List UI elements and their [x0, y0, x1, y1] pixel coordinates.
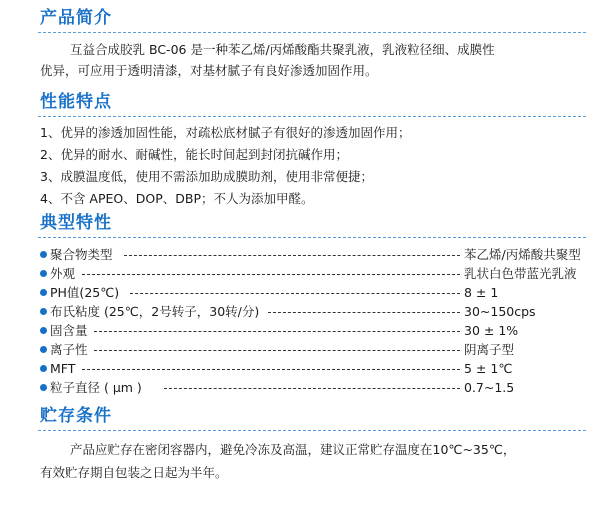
property-label: 布氏粘度 (25℃，2号转子，30转/分) [50, 304, 260, 319]
storage-title: 贮存条件 [40, 406, 112, 426]
feature-item: 4、不含 APEO、DOP、DBP；不人为添加甲醛。 [40, 191, 314, 206]
leader-dashes [268, 312, 460, 313]
leader-dashes [82, 274, 460, 275]
property-row [40, 360, 560, 378]
bullet-icon [40, 327, 47, 334]
property-row [40, 284, 560, 302]
property-value: 30~150cps [464, 304, 536, 319]
features-title: 性能特点 [40, 92, 112, 112]
bullet-icon [40, 346, 47, 353]
bullet-icon [40, 384, 47, 391]
property-row [40, 322, 560, 340]
property-row [40, 341, 560, 359]
property-label: PH值(25℃) [50, 285, 120, 300]
storage-line-2: 有效贮存期自包装之日起为半年。 [40, 465, 228, 480]
bullet-icon [40, 365, 47, 372]
intro-line-1: 互益合成胶乳 BC-06 是一种苯乙烯/丙烯酸酯共聚乳液，乳液粒径细、成膜性 [70, 42, 495, 57]
property-label: 外观 [50, 266, 76, 281]
property-value: 阴离子型 [464, 342, 515, 357]
leader-dashes [130, 293, 460, 294]
property-value: 苯乙烯/丙烯酸共聚型 [464, 247, 581, 262]
features-divider [38, 116, 586, 117]
bullet-icon [40, 289, 47, 296]
property-value: 8 ± 1 [464, 285, 499, 300]
intro-title: 产品简介 [40, 8, 112, 28]
property-value: 5 ± 1℃ [464, 361, 513, 376]
leader-dashes [124, 255, 460, 256]
properties-title: 典型特性 [40, 213, 112, 233]
leader-dashes [82, 369, 460, 370]
bullet-icon [40, 270, 47, 277]
bullet-icon [40, 251, 47, 258]
storage-divider [38, 430, 586, 431]
feature-item: 3、成膜温度低，使用不需添加助成膜助剂，使用非常便捷； [40, 169, 373, 184]
property-label: 离子性 [50, 342, 88, 357]
leader-dashes [94, 331, 460, 332]
property-row [40, 303, 560, 321]
properties-divider [38, 237, 586, 238]
property-label: 粒子直径 ( μm ) [50, 380, 142, 395]
property-label: 聚合物类型 [50, 247, 113, 262]
property-row [40, 265, 577, 283]
feature-item: 2、优异的耐水、耐碱性，能长时间起到封闭抗碱作用； [40, 147, 348, 162]
leader-dashes [94, 350, 460, 351]
property-value: 乳状白色带蓝光乳液 [464, 266, 577, 281]
property-value: 30 ± 1% [464, 323, 519, 338]
intro-divider [38, 32, 586, 33]
storage-line-1: 产品应贮存在密闭容器内，避免冷冻及高温，建议正常贮存温度在10℃~35℃， [70, 442, 516, 457]
leader-dashes [164, 388, 460, 389]
feature-item: 1、优异的渗透加固性能，对疏松底材腻子有很好的渗透加固作用； [40, 125, 411, 140]
property-row [40, 379, 560, 397]
property-label: 固含量 [50, 323, 88, 338]
bullet-icon [40, 308, 47, 315]
property-row [40, 246, 581, 264]
property-label: MFT [50, 361, 76, 376]
intro-line-2: 优异，可应用于透明清漆，对基材腻子有良好渗透加固作用。 [40, 63, 378, 78]
property-value: 0.7~1.5 [464, 380, 515, 395]
